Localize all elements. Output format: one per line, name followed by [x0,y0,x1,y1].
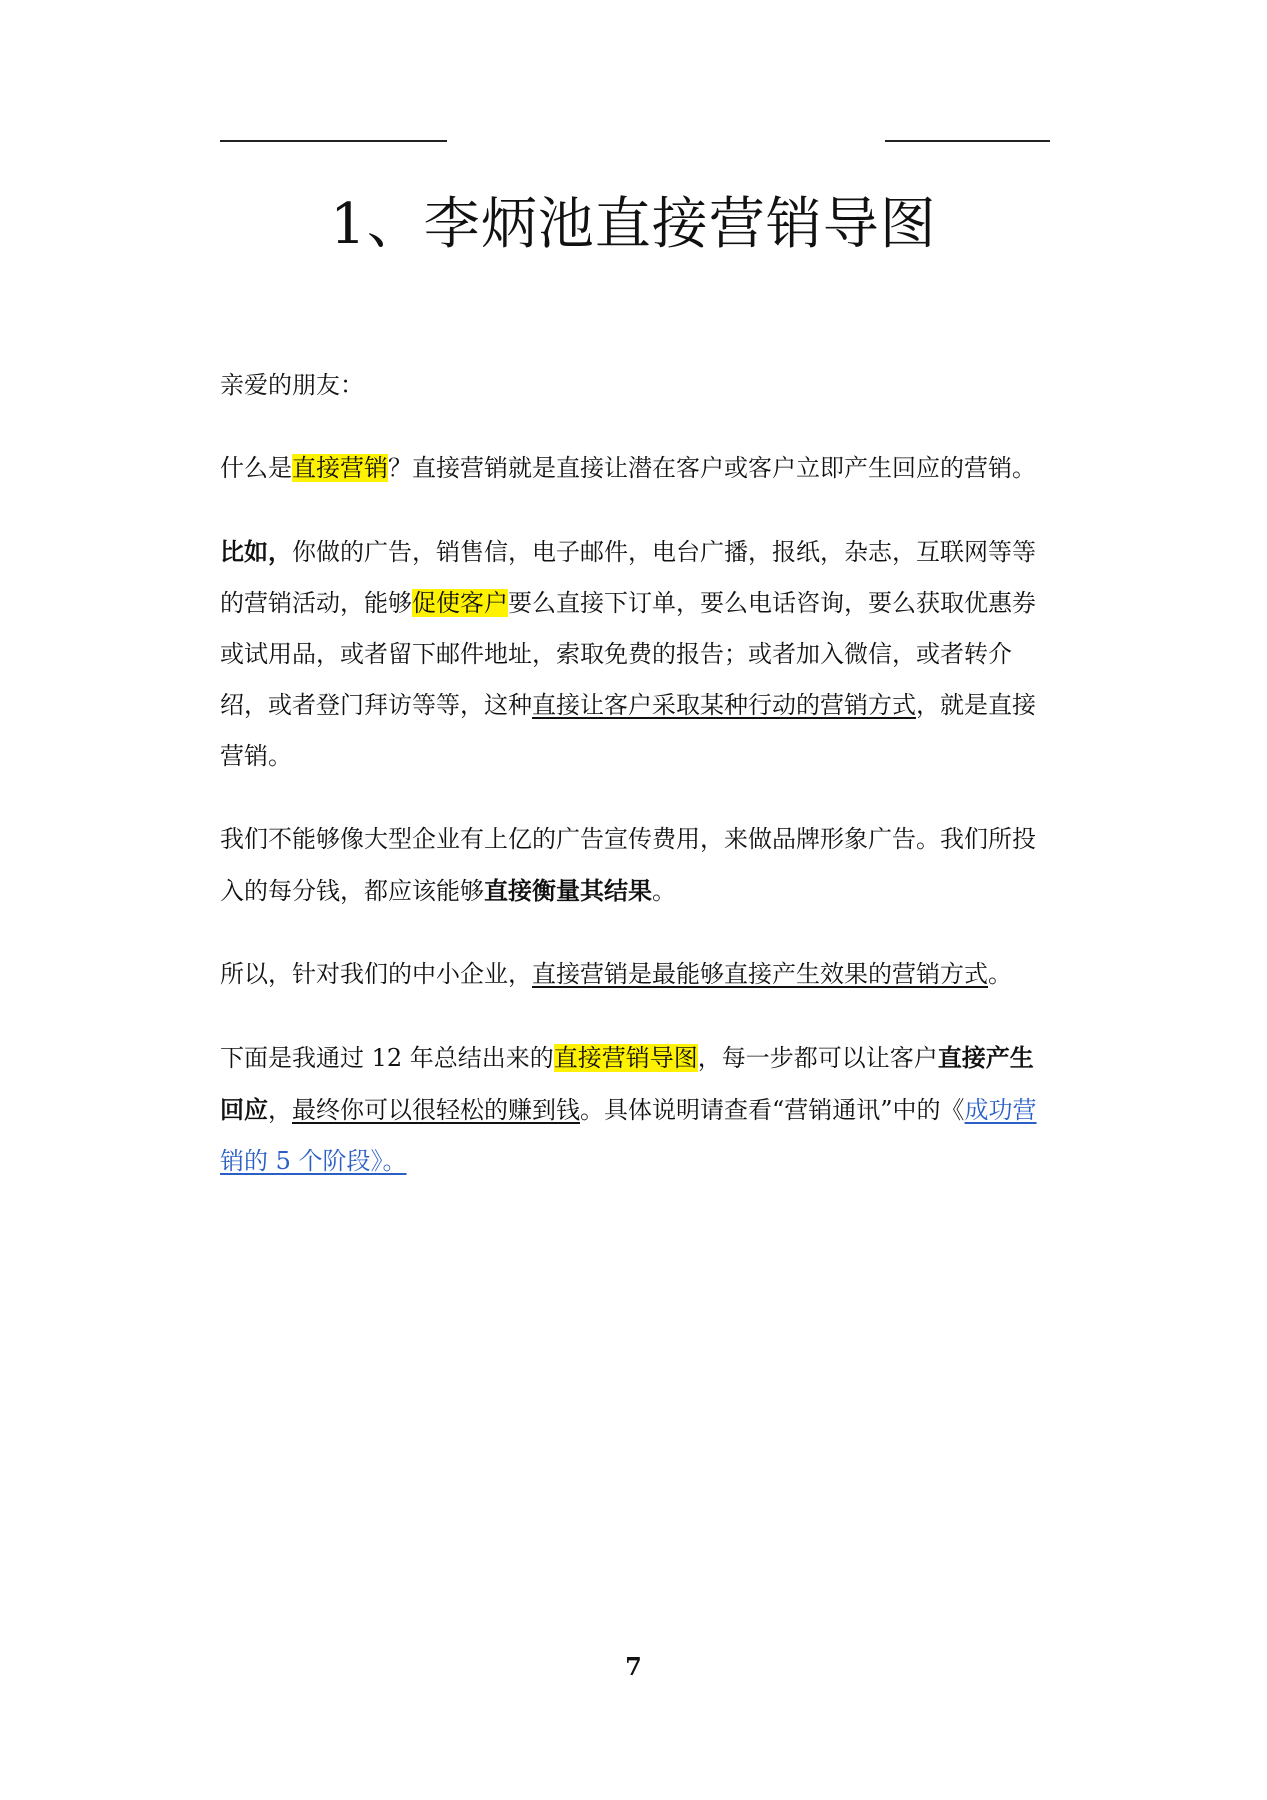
paragraph-conclusion [220,949,1050,1000]
bold-text: 直接衡量其结果 [484,876,652,905]
five-stages-link[interactable]: 成功营销的 5 个阶段》。 [220,1096,1037,1175]
greeting: 亲爱的朋友： [220,371,364,399]
text-run: 你做的广告，销售信，电子邮件，电台广播，报纸，杂志，互联网等等的营销活动，能够 [220,538,1036,617]
text-run: ，每一步都可以让客户 [697,1044,938,1072]
text-run: 要么直接下订单，要么电话咨询，要么获取优惠券或试用品，或者留下邮件地址，索取免费的报告；或者加入微信，或者转介绍，或者登门拜访等等，这种 [220,589,1036,719]
text-run: 什么是 [220,454,292,482]
page-title: 1、李炳池直接营销导图 [330,192,937,257]
page-number: 7 [625,1652,642,1681]
text-run: 。 [652,877,676,905]
underlined-text: 直接营销是最能够直接产生效果的营销方式 [532,960,988,988]
text-run: 所以，针对我们的中小企业， [220,960,532,988]
paragraph-map-intro [220,1032,1050,1187]
text-run: ， [268,1096,292,1124]
header-rule-left [220,140,447,142]
highlighted-term: 直接营销导图 [553,1044,698,1072]
highlighted-term: 直接营销 [292,454,388,482]
paragraph-definition [220,443,1050,494]
body-text [220,360,1050,1219]
highlighted-term: 促使客户 [412,589,508,617]
bold-text: 直接产生回应 [220,1043,1034,1124]
bold-text: 比如， [220,537,292,566]
paragraph-examples [220,526,1050,782]
text-run: ，就是直接营销。 [220,691,1036,770]
text-run: 下面是我通过 12 年总结出来的 [220,1044,554,1072]
text-run: 。 [988,960,1012,988]
underlined-text: 最终你可以很轻松的赚到钱 [292,1096,580,1124]
underlined-text: 直接让客户采取某种行动的营销方式 [532,691,916,719]
text-run: ？直接营销就是直接让潜在客户或客户立即产生回应的营销。 [388,454,1036,482]
header-rule-right [885,140,1050,142]
paragraph-budget [220,814,1050,917]
text-run: 我们不能够像大型企业有上亿的广告宣传费用，来做品牌形象广告。我们所投入的每分钱，都应该能够 [220,825,1036,905]
text-run: 。具体说明请查看“营销通讯”中的《 [580,1096,965,1124]
